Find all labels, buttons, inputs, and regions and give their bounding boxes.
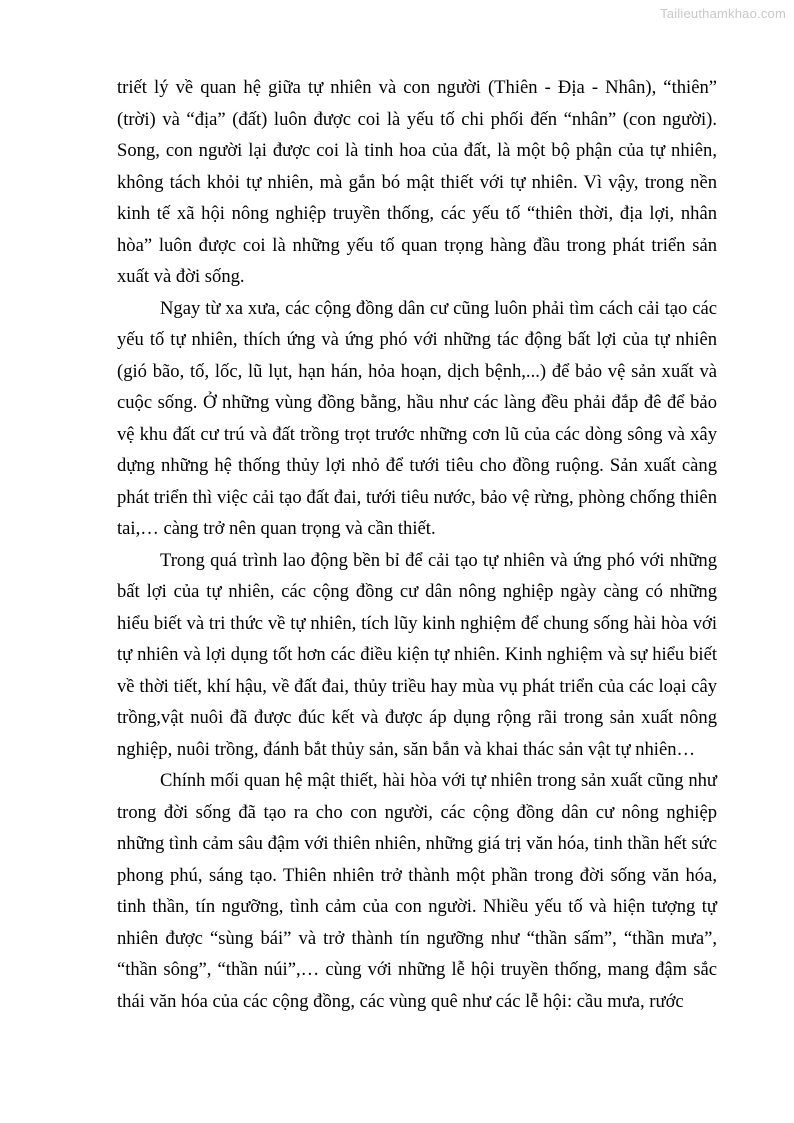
paragraph-2: Ngay từ xa xưa, các cộng đồng dân cư cũng luôn phải tìm cách cải tạo các yếu tố tự nhiên, thích ứng và ứng phó với những tác động bất lợi của tự nhiên (gió bão, tố, lốc, lũ lụt, hạn hán, hỏa hoạn, dịch bệnh,...) để bảo vệ sản xuất và cuộc sống. Ở những vùng đồng bằng, hầu như các làng đều phải đắp đê để bảo vệ khu đất cư trú và đất trồng trọt trước những cơn lũ của các dòng sông và xây dựng những hệ thống thủy lợi nhỏ để tưới tiêu cho đồng ruộng. Sản xuất càng phát triển thì việc cải tạo đất đai, tưới tiêu nước, bảo vệ rừng, phòng chống thiên tai,… càng trở nên quan trọng và cần thiết.	[117, 297, 717, 539]
watermark-text: Tailieuthamkhao.com	[660, 6, 786, 21]
paragraph-4: Chính mối quan hệ mật thiết, hài hòa với tự nhiên trong sản xuất cũng như trong đời sống đã tạo ra cho con người, các cộng đồng dân cư nông nghiệp những tình cảm sâu đậm với thiên nhiên, những giá trị văn hóa, tinh thần hết sức phong phú, sáng tạo. Thiên nhiên trở thành một phần trong đời sống văn hóa, tinh thần, tín ngưỡng, tình cảm của con người. Nhiều yếu tố và hiện tượng tự nhiên được “sùng bái” và trở thành tín ngưỡng như “thần sấm”, “thần mưa”, “thần sông”, “thần núi”,… cùng với những lễ hội truyền thống, mang đậm sắc thái văn hóa của các cộng đồng, các vùng quê như các lễ hội: cầu mưa, rước	[117, 770, 717, 1012]
document-body	[117, 72, 717, 1017]
paragraph-1: triết lý về quan hệ giữa tự nhiên và con người (Thiên - Địa - Nhân), “thiên” (trời) và “địa” (đất) luôn được coi là yếu tố chi phối đến “nhân” (con người). Song, con người lại được coi là tinh hoa của đất, là một bộ phận của tự nhiên, không tách khỏi tự nhiên, mà gắn bó mật thiết với tự nhiên. Vì vậy, trong nền kinh tế xã hội nông nghiệp truyền thống, các yếu tố “thiên thời, địa lợi, nhân hòa” luôn được coi là những yếu tố quan trọng hàng đầu trong phát triển sản xuất và đời sống.	[117, 77, 717, 287]
paragraph-3: Trong quá trình lao động bền bỉ để cải tạo tự nhiên và ứng phó với những bất lợi của tự nhiên, các cộng đồng cư dân nông nghiệp ngày càng có những hiểu biết và tri thức về tự nhiên, tích lũy kinh nghiệm để chung sống hài hòa với tự nhiên và lợi dụng tốt hơn các điều kiện tự nhiên. Kinh nghiệm và sự hiểu biết về thời tiết, khí hậu, về đất đai, thủy triều hay mùa vụ phát triển của các loại cây trồng,vật nuôi đã được đúc kết và được áp dụng rộng rãi trong sản xuất nông nghiệp, nuôi trồng, đánh bắt thủy sản, săn bắn và khai thác sản vật tự nhiên…	[117, 549, 717, 760]
